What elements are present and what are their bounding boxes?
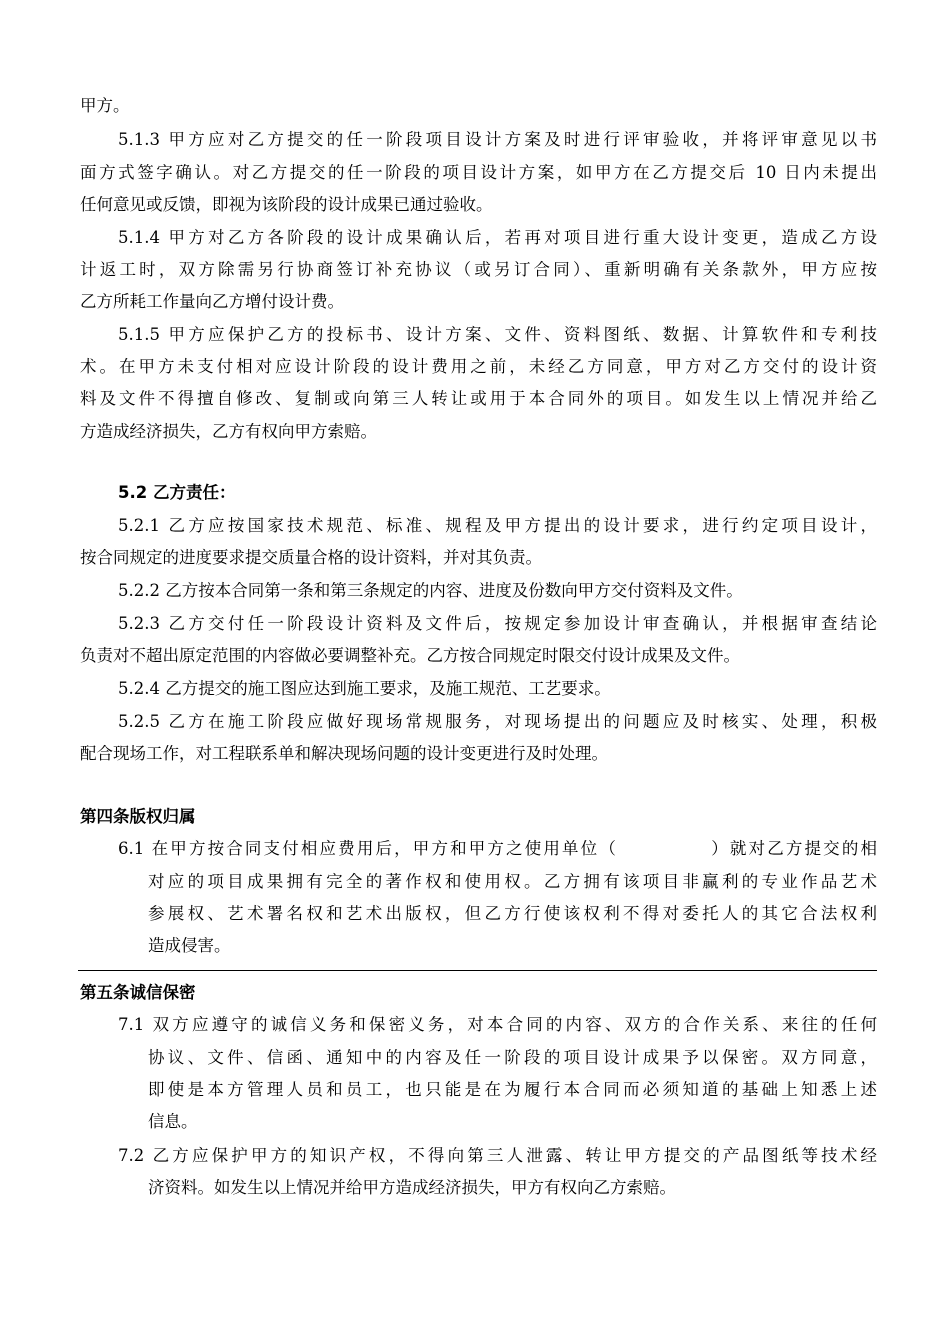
paragraph-line: 7.2 乙方应保护甲方的知识产权，不得向第三人泄露、转让甲方提交的产品图纸等技术经 — [118, 1146, 877, 1165]
paragraph-line: 5.2.3 乙方交付任一阶段设计资料及文件后，按规定参加设计审查确认，并根据审查结论 — [118, 614, 877, 633]
paragraph-line: 5.2.2 乙方按本合同第一条和第三条规定的内容、进度及份数向甲方交付资料及文件。 — [118, 581, 743, 600]
paragraph-line: 任何意见或反馈，即视为该阶段的设计成果已通过验收。 — [80, 195, 493, 214]
paragraph-line: 5.1.3 甲方应对乙方提交的任一阶段项目设计方案及时进行评审验收，并将评审意见以书 — [118, 130, 877, 149]
paragraph-line: 术。在甲方未支付相对应设计阶段的设计费用之前，未经乙方同意，甲方对乙方交付的设计资 — [80, 357, 877, 376]
section-heading: 5.2 乙方责任： — [118, 483, 236, 502]
paragraph-line: 协议、文件、信函、通知中的内容及任一阶段的项目设计成果予以保密。双方同意， — [148, 1048, 877, 1067]
paragraph-line: 5.2.4 乙方提交的施工图应达到施工要求，及施工规范、工艺要求。 — [118, 679, 611, 698]
paragraph-line: 按合同规定的进度要求提交质量合格的设计资料，并对其负责。 — [80, 548, 542, 567]
paragraph-line: 造成侵害。 — [148, 936, 231, 955]
paragraph-line: 面方式签字确认。对乙方提交的任一阶段的项目设计方案，如甲方在乙方提交后 10 日内未提出 — [80, 163, 877, 182]
article-heading: 第四条版权归属 — [80, 807, 196, 826]
paragraph-line: 甲方。 — [80, 96, 130, 115]
paragraph-line: 对应的项目成果拥有完全的著作权和使用权。乙方拥有该项目非赢利的专业作品艺术 — [148, 872, 877, 891]
paragraph-line: 7.1 双方应遵守的诚信义务和保密义务，对本合同的内容、双方的合作关系、来往的任何 — [118, 1015, 877, 1034]
paragraph-line: 5.1.5 甲方应保护乙方的投标书、设计方案、文件、资料图纸、数据、计算软件和专利技 — [118, 325, 877, 344]
paragraph-line: 5.2.5 乙方在施工阶段应做好现场常规服务，对现场提出的问题应及时核实、处理，积极 — [118, 712, 877, 731]
paragraph-line: 负责对不超出原定范围的内容做必要调整补充。乙方按合同规定时限交付设计成果及文件。 — [80, 646, 740, 665]
paragraph-line: 参展权、艺术署名权和艺术出版权，但乙方行使该权利不得对委托人的其它合法权利 — [148, 904, 877, 923]
paragraph-line: 计返工时，双方除需另行协商签订补充协议（或另订合同）、重新明确有关条款外，甲方应按 — [80, 260, 877, 279]
article-heading: 第五条诚信保密 — [80, 983, 196, 1002]
horizontal-rule — [78, 970, 877, 971]
paragraph-line: 乙方所耗工作量向乙方增付设计费。 — [80, 292, 344, 311]
paragraph-line: 信息。 — [148, 1112, 198, 1131]
paragraph-line: 6.1 在甲方按合同支付相应费用后，甲方和甲方之使用单位（ ）就对乙方提交的相 — [118, 839, 877, 858]
paragraph-line: 济资料。如发生以上情况并给甲方造成经济损失，甲方有权向乙方索赔。 — [148, 1178, 676, 1197]
paragraph-line: 配合现场工作，对工程联系单和解决现场问题的设计变更进行及时处理。 — [80, 744, 608, 763]
paragraph-line: 方造成经济损失，乙方有权向甲方索赔。 — [80, 422, 377, 441]
paragraph-line: 料及文件不得擅自修改、复制或向第三人转让或用于本合同外的项目。如发生以上情况并给乙 — [80, 389, 877, 408]
paragraph-line: 5.2.1 乙方应按国家技术规范、标准、规程及甲方提出的设计要求，进行约定项目设计， — [118, 516, 877, 535]
paragraph-line: 即使是本方管理人员和员工，也只能是在为履行本合同而必须知道的基础上知悉上述 — [148, 1080, 877, 1099]
paragraph-line: 5.1.4 甲方对乙方各阶段的设计成果确认后，若再对项目进行重大设计变更，造成乙方设 — [118, 228, 877, 247]
